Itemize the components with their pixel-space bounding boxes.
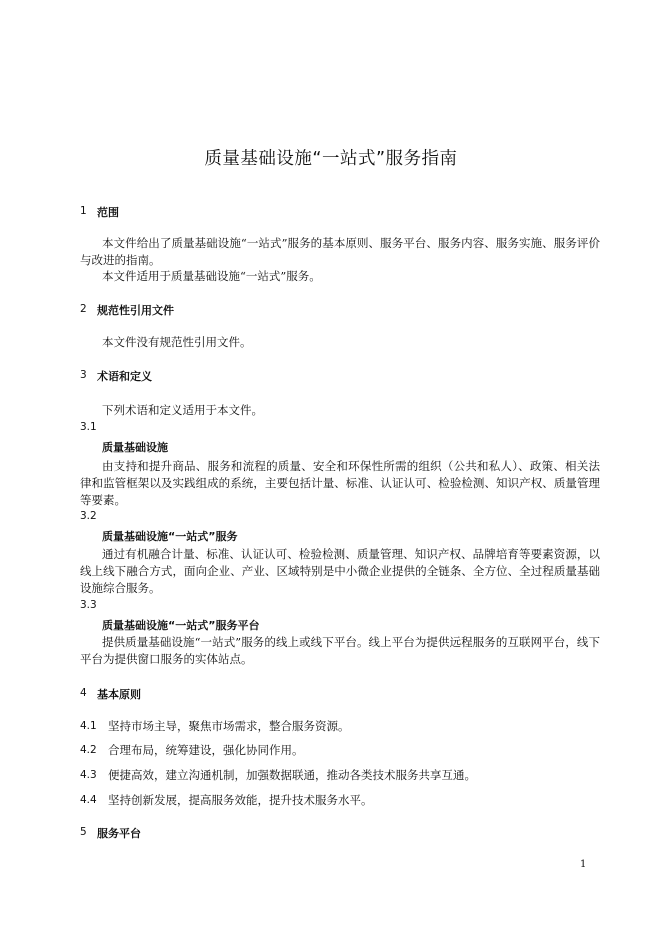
principle-text: 坚持市场主导，聚焦市场需求，整合服务资源。: [108, 719, 350, 733]
term-name: 质量基础设施“一站式”服务: [102, 530, 238, 543]
section-5-heading: 服务平台: [97, 827, 141, 840]
section-1-heading: 范围: [97, 206, 119, 219]
section-3-intro: 下列术语和定义适用于本文件。: [102, 403, 263, 417]
principle-number: 4.3: [80, 769, 97, 781]
term-number: 3.3: [80, 599, 97, 611]
principle-text: 合理布局，统筹建设，强化协同作用。: [108, 743, 304, 757]
section-1-paragraph-2: 本文件适用于质量基础设施“一站式”服务。: [102, 269, 321, 283]
section-4-heading: 基本原则: [97, 688, 141, 701]
term-number: 3.1: [80, 421, 97, 433]
section-5-number: 5: [80, 826, 87, 838]
document-title: 质量基础设施“一站式”服务指南: [204, 149, 458, 169]
principle-text: 坚持创新发展，提高服务效能，提升技术服务水平。: [108, 793, 373, 807]
section-1-paragraph-1: 本文件给出了质量基础设施“一站式”服务的基本原则、服务平台、服务内容、服务实施、服务评价与改进的指南。: [80, 236, 600, 267]
section-1-number: 1: [80, 205, 87, 217]
section-2-heading: 规范性引用文件: [97, 304, 174, 317]
section-4-number: 4: [80, 687, 87, 699]
principle-number: 4.1: [80, 720, 97, 732]
page-number: 1: [580, 859, 587, 870]
section-3-heading: 术语和定义: [97, 370, 152, 383]
term-definition: 由支持和提升商品、服务和流程的质量、安全和环保性所需的组织（公共和私人）、政策、相关法律和监管框架以及实践组成的系统，主要包括计量、标准、认证认可、检验检测、知识产权、质量管理等要素。: [80, 459, 600, 507]
principle-number: 4.2: [80, 744, 97, 756]
section-2-paragraph-1: 本文件没有规范性引用文件。: [102, 335, 252, 349]
section-3-number: 3: [80, 369, 87, 381]
section-2-number: 2: [80, 303, 87, 315]
principle-text: 便捷高效，建立沟通机制，加强数据联通，推动各类技术服务共享互通。: [108, 768, 476, 782]
term-name: 质量基础设施“一站式”服务平台: [102, 619, 260, 632]
term-definition: 通过有机融合计量、标准、认证认可、检验检测、质量管理、知识产权、品牌培育等要素资源，以线上线下融合方式，面向企业、产业、区域特别是中小微企业提供的全链条、全方位、全过程质量基础设施综合服务。: [80, 547, 600, 595]
principle-number: 4.4: [80, 794, 97, 806]
term-number: 3.2: [80, 510, 97, 522]
term-name: 质量基础设施: [102, 441, 168, 454]
term-definition: 提供质量基础设施“一站式”服务的线上或线下平台。线上平台为提供远程服务的互联网平台，线下平台为提供窗口服务的实体站点。: [80, 635, 600, 666]
